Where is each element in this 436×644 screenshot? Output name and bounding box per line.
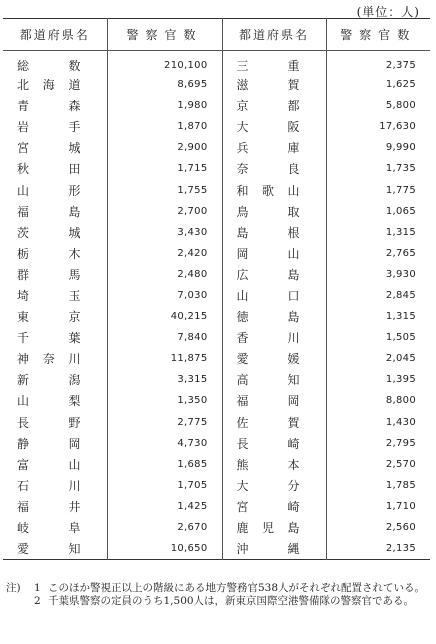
prefecture-name: 福 島 — [17, 204, 81, 219]
prefecture-name: 福 井 — [17, 499, 81, 514]
table-row — [3, 137, 430, 158]
prefecture-name: 埼 玉 — [17, 288, 81, 303]
police-count: 9,990 — [326, 137, 430, 158]
note-text: 千葉県警察の定員のうち1,500人は，新東京国際空港警備隊の警察官である。 — [48, 595, 415, 607]
police-count: 2,570 — [326, 454, 430, 475]
police-count: 1,755 — [107, 179, 222, 200]
police-count: 2,560 — [326, 517, 430, 538]
table-row — [3, 306, 430, 327]
prefecture-name: 島 根 — [222, 222, 326, 243]
prefecture-name: 滋 賀 — [222, 74, 326, 95]
police-count: 2,775 — [107, 412, 222, 433]
prefecture-name: 茨 城 — [17, 225, 81, 240]
table-row — [3, 243, 430, 264]
table-row — [3, 496, 430, 517]
prefecture-name: 佐 賀 — [222, 412, 326, 433]
police-count: 8,695 — [107, 74, 222, 95]
note-1 — [6, 582, 430, 595]
prefecture-name: 鳥 取 — [222, 201, 326, 222]
police-count: 1,315 — [326, 306, 430, 327]
police-count: 7,030 — [107, 285, 222, 306]
table-header-row — [3, 19, 430, 51]
prefecture-name: 千 葉 — [17, 331, 81, 346]
police-count: 1,350 — [107, 390, 222, 411]
prefecture-name: 沖 縄 — [222, 538, 326, 559]
table-row — [3, 179, 430, 200]
police-count: 1,315 — [326, 222, 430, 243]
prefecture-name: 石 川 — [17, 478, 81, 493]
notes — [6, 582, 430, 608]
police-count: 1,705 — [107, 475, 222, 496]
prefecture-name: 熊 本 — [222, 454, 326, 475]
prefecture-name: 富 山 — [17, 457, 81, 472]
table-row — [3, 412, 430, 433]
prefecture-name: 静 岡 — [17, 436, 81, 451]
prefecture-name: 総 数 — [17, 59, 81, 73]
table-row — [3, 74, 430, 95]
prefecture-name: 高 知 — [222, 369, 326, 390]
police-count: 1,980 — [107, 95, 222, 116]
police-count: 1,395 — [326, 369, 430, 390]
prefecture-name: 北 海 道 — [17, 78, 81, 93]
header-pref-right: 都道府県名 — [222, 19, 326, 51]
prefecture-name: 秋 田 — [17, 162, 81, 177]
table-row — [3, 201, 430, 222]
prefecture-name: 鹿 児 島 — [222, 517, 326, 538]
table-row — [3, 390, 430, 411]
prefecture-name: 山 梨 — [17, 394, 81, 409]
police-count: 2,480 — [107, 264, 222, 285]
police-count: 1,430 — [326, 412, 430, 433]
table-row — [3, 158, 430, 179]
police-count: 3,930 — [326, 264, 430, 285]
prefecture-name: 宮 崎 — [222, 496, 326, 517]
table-row — [3, 285, 430, 306]
police-count: 10,650 — [107, 538, 222, 559]
unit-label: (単位：人) — [356, 5, 420, 19]
table-row — [3, 116, 430, 137]
police-count: 2,375 — [326, 51, 430, 75]
police-count: 40,215 — [107, 306, 222, 327]
table-row — [3, 348, 430, 369]
prefecture-name: 岡 山 — [222, 243, 326, 264]
header-police-right: 警察官数 — [326, 19, 430, 51]
police-count: 4,730 — [107, 433, 222, 454]
police-count: 2,765 — [326, 243, 430, 264]
police-count: 5,800 — [326, 95, 430, 116]
police-count: 2,700 — [107, 201, 222, 222]
note-number: 2 — [34, 595, 41, 607]
table-row — [3, 327, 430, 348]
prefecture-name: 岩 手 — [17, 120, 81, 135]
prefecture-name: 青 森 — [17, 99, 81, 114]
prefecture-name: 徳 島 — [222, 306, 326, 327]
police-count: 1,735 — [326, 158, 430, 179]
police-count: 2,795 — [326, 433, 430, 454]
prefecture-name: 岐 阜 — [17, 521, 81, 536]
prefecture-name: 山 形 — [17, 183, 81, 198]
prefecture-name: 東 京 — [17, 310, 81, 325]
police-count: 1,425 — [107, 496, 222, 517]
table-row — [3, 538, 430, 559]
note-text: このほか警視正以上の階級にある地方警務官538人がそれぞれ配置されている。 — [48, 582, 426, 594]
table-row — [3, 369, 430, 390]
police-officers-table — [3, 18, 430, 560]
prefecture-name: 広 島 — [222, 264, 326, 285]
header-police-left: 警察官数 — [107, 19, 222, 51]
table-row — [3, 454, 430, 475]
prefecture-name: 宮 城 — [17, 141, 81, 156]
police-count: 2,900 — [107, 137, 222, 158]
police-count: 17,630 — [326, 116, 430, 137]
police-count: 1,065 — [326, 201, 430, 222]
police-count: 2,045 — [326, 348, 430, 369]
prefecture-name: 京 都 — [222, 95, 326, 116]
police-count: 2,670 — [107, 517, 222, 538]
prefecture-name: 神 奈 川 — [17, 352, 81, 367]
note-number: 1 — [34, 582, 41, 594]
prefecture-name: 奈 良 — [222, 158, 326, 179]
table-row — [3, 475, 430, 496]
prefecture-name: 新 潟 — [17, 373, 81, 388]
police-count: 3,430 — [107, 222, 222, 243]
prefecture-name: 長 野 — [17, 415, 81, 430]
police-count: 1,715 — [107, 158, 222, 179]
table-body — [3, 51, 430, 560]
police-count: 2,420 — [107, 243, 222, 264]
prefecture-name: 和 歌 山 — [222, 179, 326, 200]
table-row — [3, 517, 430, 538]
prefecture-name: 大 分 — [222, 475, 326, 496]
police-count: 2,845 — [326, 285, 430, 306]
prefecture-name: 香 川 — [222, 327, 326, 348]
police-count: 1,870 — [107, 116, 222, 137]
police-count: 3,315 — [107, 369, 222, 390]
police-count: 1,685 — [107, 454, 222, 475]
police-count: 7,840 — [107, 327, 222, 348]
notes-label: 注) — [6, 582, 21, 594]
table-row — [3, 433, 430, 454]
table-row — [3, 264, 430, 285]
prefecture-name: 長 崎 — [222, 433, 326, 454]
police-count: 11,875 — [107, 348, 222, 369]
police-count: 1,785 — [326, 475, 430, 496]
police-count: 1,625 — [326, 74, 430, 95]
police-count: 1,710 — [326, 496, 430, 517]
police-count: 1,775 — [326, 179, 430, 200]
prefecture-name: 山 口 — [222, 285, 326, 306]
police-count: 1,505 — [326, 327, 430, 348]
prefecture-name: 愛 媛 — [222, 348, 326, 369]
prefecture-name: 栃 木 — [17, 246, 81, 261]
table-row — [3, 95, 430, 116]
prefecture-name: 福 岡 — [222, 390, 326, 411]
police-count: 210,100 — [107, 51, 222, 75]
table-row — [3, 51, 430, 75]
prefecture-name: 三 重 — [222, 51, 326, 75]
police-count: 8,800 — [326, 390, 430, 411]
prefecture-name: 大 阪 — [222, 116, 326, 137]
prefecture-name: 兵 庫 — [222, 137, 326, 158]
prefecture-name: 愛 知 — [17, 541, 81, 556]
prefecture-name: 群 馬 — [17, 267, 81, 282]
table-row — [3, 222, 430, 243]
note-2 — [6, 595, 430, 608]
header-pref-left: 都道府県名 — [3, 19, 107, 51]
police-count: 2,135 — [326, 538, 430, 559]
